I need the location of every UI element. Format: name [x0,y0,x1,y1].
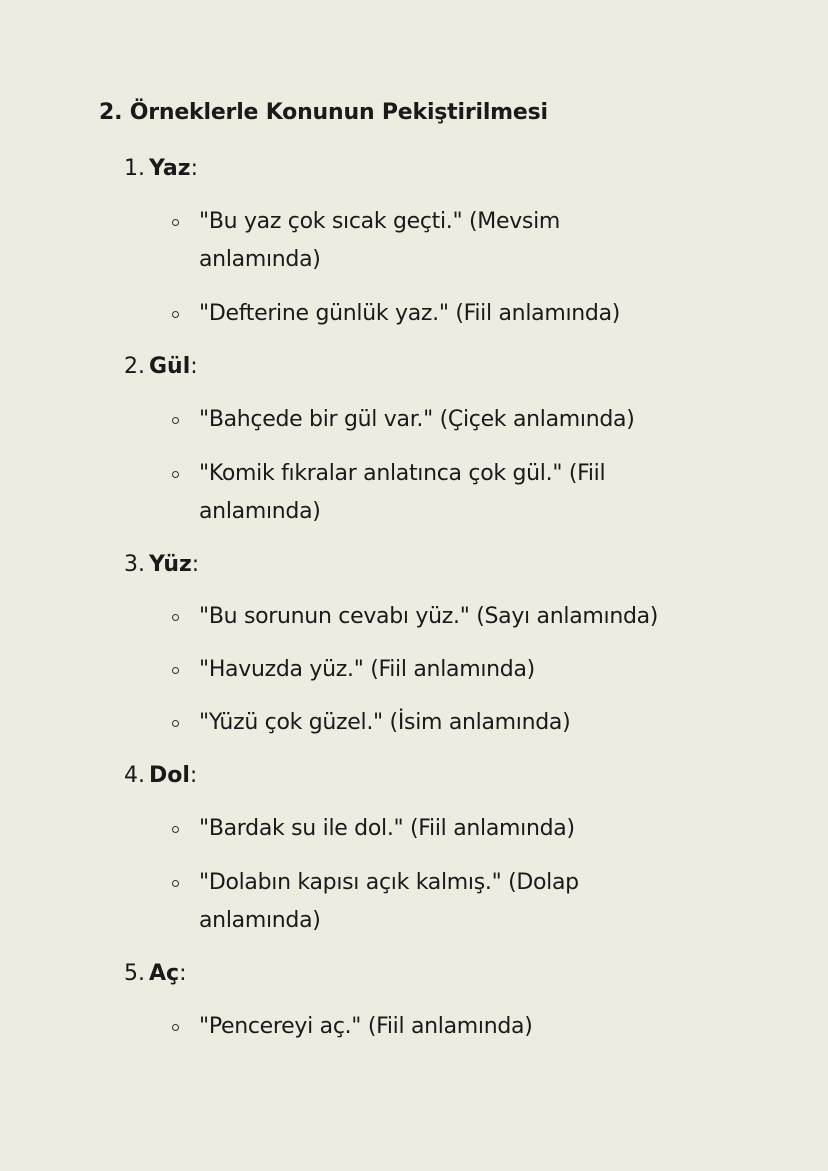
example-item [172,810,732,848]
circle-bullet-icon [172,826,179,833]
example-text: "Bahçede bir gül var." (Çiçek anlamında) [199,407,635,432]
example-item [172,864,732,940]
circle-bullet-icon [172,720,179,727]
term-dol [124,763,197,788]
circle-bullet-icon [172,219,179,226]
example-item [172,401,732,439]
example-item [172,1008,732,1046]
example-item [172,455,732,531]
term-number: 2. [124,354,145,379]
circle-bullet-icon [172,417,179,424]
circle-bullet-icon [172,471,179,478]
example-item [172,203,732,279]
term-number: 3. [124,552,145,577]
circle-bullet-icon [172,880,179,887]
circle-bullet-icon [172,1024,179,1031]
example-text: "Pencereyi aç." (Fiil anlamında) [199,1014,533,1039]
example-item [172,598,732,636]
term-gul [124,354,198,379]
example-text: "Defterine günlük yaz." (Fiil anlamında) [199,301,621,326]
example-text: "Havuzda yüz." (Fiil anlamında) [199,657,535,682]
circle-bullet-icon [172,667,179,674]
term-number: 4. [124,763,145,788]
term-colon: : [189,763,198,788]
example-text: "Yüzü çok güzel." (İsim anlamında) [199,710,571,735]
example-text: "Bu sorunun cevabı yüz." (Sayı anlamında) [199,604,659,629]
example-text: "Dolabın kapısı açık kalmış." (Dolap anlamında) [199,870,579,933]
term-colon: : [190,354,198,379]
term-word: Dol [149,763,190,788]
example-item [172,704,732,742]
term-word: Gül [149,354,191,379]
circle-bullet-icon [172,311,179,318]
term-colon: : [190,156,198,181]
term-ac [124,961,187,986]
term-colon: : [191,552,200,577]
circle-bullet-icon [172,614,179,621]
term-number: 1. [124,156,145,181]
term-yuz [124,552,199,577]
term-word: Yüz [149,552,192,577]
term-word: Yaz [149,156,191,181]
example-text: "Komik fıkralar anlatınca çok gül." (Fiil anlamında) [199,461,606,524]
example-item [172,295,732,333]
example-text: "Bardak su ile dol." (Fiil anlamında) [199,816,575,841]
term-number: 5. [124,961,145,986]
term-colon: : [179,961,187,986]
example-text: "Bu yaz çok sıcak geçti." (Mevsim anlamında) [199,209,561,272]
term-word: Aç [149,961,180,986]
term-yaz [124,156,198,181]
example-item [172,651,732,689]
section-heading: 2. Örneklerle Konunun Pekiştirilmesi [99,100,548,125]
